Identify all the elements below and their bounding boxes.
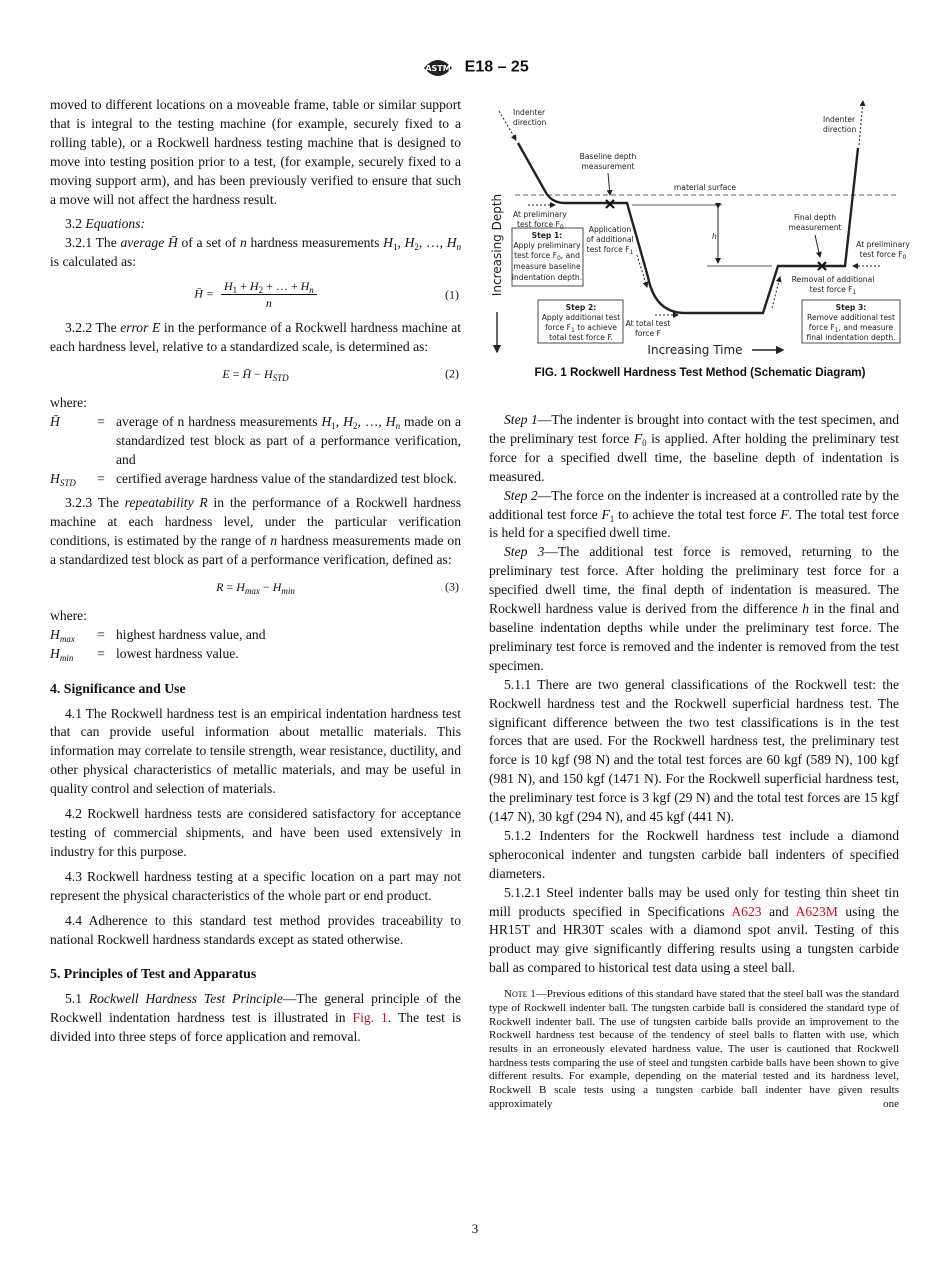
text-run: 0 [642,437,647,448]
text-run: 4.3 Rockwell hardness testing at a specific location on a part may not represent the physical characteristics of the whole part or end product. [50,868,461,903]
svg-text:At total test: At total test [625,319,671,328]
text-run: STD [272,372,289,383]
section-5-heading: 5. Principles of Test and Apparatus [50,966,257,982]
figure-caption: FIG. 1 Rockwell Hardness Test Method (Schematic Diagram) [534,366,866,379]
svg-text:test force F0: test force $F_0$ [517,220,564,231]
text-run: = [229,366,243,381]
equation-number: (3) [445,580,459,595]
text-run: 4.4 Adherence to this standard test method provides traceability to national Rockwell hardness standards except as stated otherwise. [50,912,461,947]
text-run: using the HR15T and HR30T scales with a diamond spot anvil. Testing of this product may give significantly differing results using a tungsten carbide ball as compared to historical test data using a steel ball. [489,903,899,976]
svg-text:total test force F.: total test force F. [549,333,613,342]
text-run: to achieve the total test force [614,506,781,522]
svg-text:measurement: measurement [581,162,635,171]
text-run: Step 2 [504,487,538,503]
text-run: n [270,533,278,549]
text-run: —The general principle of the Rockwell indentation hardness test is illustrated in [50,991,462,1026]
text-run: H [50,470,60,486]
text-run: − [259,580,273,595]
text-run: F [780,506,789,522]
text-run: 1 [232,285,238,296]
paragraph-5-1-1 [489,676,899,827]
text-run: —The additional test force is removed, returning to the preliminary test force. After holding the preliminary test force for a specified dwell time, the final depth of indentation is measured. The Rockwell hardness value is derived from the difference [489,544,899,617]
svg-text:Step 2:: Step 2: [565,303,597,312]
svg-text:At preliminary: At preliminary [856,240,910,249]
where-label: where: [50,607,87,623]
svg-text:test force F1: test force $F_1$ [586,245,634,256]
svg-text:measurement: measurement [788,223,842,232]
text-run: H̄ [242,366,252,381]
text-run: —The indenter is brought into contact with the test specimen, and the preliminary test force [489,412,900,446]
text-run: max [59,633,75,644]
text-run: F [633,430,643,446]
text-run: Note 1 [504,988,536,1001]
text-run: is calculated as: [50,254,137,270]
text-run: H [300,279,310,294]
text-run: H [446,235,457,251]
text-run: 4.2 Rockwell hardness tests are considered satisfactory for acceptance testing of commercial shipments, and have been used extensively in industry for this purpose. [50,806,461,859]
text-run: . The total test force is held for a specified dwell time. [489,506,900,541]
text-run: —Previous editions of this standard have stated that the steel ball was the standard type of Rockwell indenter ball. The tungsten carbide ball is considered the standard type of Rockwell indenter ball. The use of tungsten carbide balls provide an improvement to the Rockwell hardness test because of the tendency of steel balls to flatten with use, which results in an erroneously elevated hardness value. The user is cautioned that Rockwell hardness tests comparing the use of steel and tungsten carbide balls have been shown to give different results. For example, depending on the material tested and its hardness level, Rockwell B scale tests using a tungsten carbide ball indenter have given results approximately one [489,988,899,1110]
text-run: repeatability R [124,495,208,511]
paragraph-3-2-3 [50,494,461,570]
text-run: 5.1 [65,991,89,1007]
text-run: h [802,601,810,617]
text-run: average of n hardness measurements [116,413,322,429]
right-column [489,411,899,1112]
document-designation: E18 – 25 [464,58,529,76]
svg-text:of additional: of additional [586,235,634,244]
svg-text:Baseline depth: Baseline depth [579,152,637,161]
paragraph-3-2-2 [50,319,461,357]
svg-text:force F1, and measure: force $F_1$, and measure [808,323,894,334]
text-run: 2 [258,285,264,296]
text-run: H [50,626,60,642]
text-run: H [223,279,233,294]
text-run: average [120,235,165,251]
text-run: H [249,279,259,294]
indenter-direction-arrow [859,101,863,145]
text-run: 5.1.2 Indenters for the Rockwell hardness test include a diamond spheroconical indenter and tungsten carbide ball indenters of specified diameters. [489,827,899,881]
definition-row: $H_{max}$ = highest hardness value, and [50,626,266,644]
text-run: 3.2.2 The [65,320,121,336]
text-run: H [321,413,332,429]
svg-text:Apply additional test: Apply additional test [541,313,621,322]
text-run: 1 [331,420,336,431]
text-run: Equations: [85,216,146,232]
text-run: H [343,413,353,429]
text-run: n [395,420,401,431]
svg-text:At preliminary: At preliminary [513,210,567,219]
text-run: hardness measurements made on a standardized test block as part of a performance verification, defined as: [50,533,461,568]
svg-text:indentation depth.: indentation depth. [511,273,583,282]
paragraph-step-3 [489,543,899,675]
text-run: , [335,413,344,429]
text-run: is applied. After holding the preliminary test force for a specified dwell time, the baseline depth of indentation is measured. [489,430,899,484]
paragraph-step-2 [489,487,899,544]
text-run: min [281,586,295,597]
text-run: − [251,366,264,381]
paragraph-continuation [50,96,461,209]
text-run: H [263,366,273,381]
text-run: in the final and baseline indentation depths while under the preliminary test force. The preliminary test force is removed and the indenter is removed from the test specimen. [489,601,899,673]
svg-text:direction: direction [823,125,857,134]
page-number: 3 [471,1221,479,1236]
svg-text:direction: direction [513,118,547,127]
svg-text:test force F0: test force $F_0$ [859,250,907,261]
text-run: , [397,235,405,251]
text-run: —The force on the indenter is increased at a controlled rate by the additional test force [489,487,899,522]
paragraph-4-3 [50,868,461,906]
text-run: + … + [263,279,301,294]
text-run: STD [59,477,76,488]
text-run: H [404,235,415,251]
note-1 [489,988,899,1111]
y-axis-label: Increasing Depth [490,193,504,297]
where-label: where: [50,394,87,410]
svg-text:final indentation depth.: final indentation depth. [806,333,896,342]
text-run: max [244,586,260,597]
definition-row: $H_{min}$ = lowest hardness value. [50,645,239,663]
reference-link[interactable]: A623M [795,903,838,919]
text-run: R [216,580,224,595]
svg-text:measure baseline: measure baseline [513,262,581,271]
text-run: E [222,366,230,381]
equation-number: (1) [445,287,459,302]
paragraph-5-1-2 [489,827,899,884]
text-run: + [237,279,250,294]
definition-row: $H_{STD}$ = certified average hardness value of the standardized test block. [50,470,457,488]
text-run: Rockwell Hardness Test Principle [88,991,283,1007]
definitions-table-2 [50,626,461,664]
paragraph-3-2-1 [50,234,461,272]
text-run: , …, [357,413,386,429]
text-run: in the performance of a Rockwell hardness machine at each hardness level, under the particular verification conditions, is estimated by the range of [50,495,462,549]
text-run: moved to different locations on a moveable frame, table or similar support that is integral to the testing machine (for example, securely fixed to a rolling table), or a Rockwell hardness testing machine that is designed to move into testing position prior to a test, (for example, securely fixed to a moving support arm), and has been previously verified to ensure that such a move will not affect the hardness result. [50,97,461,207]
text-run: 2 [414,242,419,253]
astm-logo-icon [421,56,455,80]
page-header [0,56,950,80]
text-run: H [236,580,245,595]
text-run: 3.2.3 The [65,495,125,511]
left-column [50,96,461,1047]
text-run: 5.1.2.1 Steel indenter balls may be used only for testing thin sheet tin mill products specified in Specifications [489,884,899,919]
text-run: and [761,903,796,919]
text-run: n [456,242,462,253]
text-run: in the performance of a Rockwell hardness machine at each hardness level, relative to a standardized scale, is determined as: [50,320,462,355]
text-run: H [383,235,393,251]
text-run: 1 [609,513,615,524]
svg-text:Indenter: Indenter [823,115,856,124]
equation-number: (2) [445,366,459,381]
text-run: lowest hardness value. [116,645,239,661]
section-3-2-heading [50,215,461,234]
svg-text:Apply preliminary: Apply preliminary [513,241,581,250]
definition-row: H̄ = average of n hardness measurements $H_1$, $H_2$, …, $H_n$ made on a standardized test block as part of a performance verification, and [50,413,462,467]
text-run: 3.2 [65,216,86,232]
equation-3 [50,578,461,597]
paragraph-4-2 [50,805,461,862]
svg-text:test force F1: test force $F_1$ [809,285,857,296]
figure-1-diagram [485,95,915,365]
text-run: = [223,580,237,595]
reference-link[interactable]: A623 [731,903,762,919]
text-run: H̄ [50,413,60,429]
text-run: H [385,413,396,429]
svg-text:Removal of additional: Removal of additional [791,275,875,284]
text-run: Step 1 [504,412,538,427]
x-axis-label: Increasing Time [647,343,743,357]
text-run: n [309,285,314,296]
text-run: H [272,580,282,595]
text-run: F [601,506,610,522]
svg-text:Final depth: Final depth [793,213,837,222]
section-4-heading: 4. Significance and Use [50,680,186,696]
equation-1: H̄ = $\frac{H_1 + H_2 + \dots + H_n}{n}$ (1) [194,279,459,311]
text-run: 4.1 The Rockwell hardness test is an empirical indentation hardness test that can provide useful information about metallic materials. This information may correlate to tensile strength, wear resistance, ductility, and other physical characteristics of metallic materials, and may be useful in quality control and selection of materials. [50,705,461,797]
text-run: Step 3 [504,544,545,560]
svg-text:ASTM: ASTM [425,64,451,73]
paragraph-5-1-2-1 [489,884,899,979]
paragraph-4-1 [50,705,461,800]
text-run: of a set of [177,235,240,251]
text-run: min [59,652,74,663]
text-run: n [239,235,247,251]
svg-text:Indenter: Indenter [513,108,546,117]
text-run: 3.2.1 The [65,235,121,251]
svg-text:test force F0, and: test force $F_0$, and [514,251,580,262]
text-run: highest hardness value, and [116,626,266,642]
svg-text:Step 1:: Step 1: [531,231,563,240]
text-run: certified average hardness value of the standardized test block. [116,470,457,486]
equation-2 [50,365,461,384]
text-run: , …, [418,235,447,251]
svg-text:material surface: material surface [673,183,737,192]
reference-link[interactable]: Fig. 1 [352,1010,388,1026]
definitions-table-1 [50,413,461,489]
text-run: hardness measurements [246,235,384,251]
text-run: made on a standardized test block as part of a performance verification, and [116,413,462,467]
text-run: 2 [352,420,358,431]
paragraph-5-1 [50,990,461,1047]
text-run: 1 [393,242,398,253]
svg-text:force F: force F [635,329,661,338]
svg-text:Remove additional test: Remove additional test [807,313,895,322]
text-run: H [50,645,60,661]
svg-text:Step 3:: Step 3: [835,303,867,312]
text-run: 5.1.1 There are two general classifications of the Rockwell test: the Rockwell hardness test and the Rockwell superficial hardness test. The significant difference between the two test classifications is in the test forces that are used. For the Rockwell hardness test, the preliminary test force is 10 kgf (98 N) and the total test forces are 60 kgf (589 N), 100 kgf (981 N), and 150 kgf (1471 N). For the Rockwell superficial hardness test, the preliminary test force is 3 kgf (29 N) and the total test forces are 15 kgf (147 N), 30 kgf (294 N), and 45 kgf (441 N). [489,676,899,825]
paragraph-step-1 [489,411,899,487]
text-run: . The test is divided into three steps of force application and removal. [50,1010,461,1045]
svg-text:Application: Application [588,225,632,234]
text-run: error E [120,320,161,336]
svg-text:force F1 to achieve: force $F_1$ to achieve [545,323,617,334]
paragraph-4-4 [50,912,461,950]
text-run: H̄ [167,235,178,251]
svg-text:h: h [712,232,717,241]
